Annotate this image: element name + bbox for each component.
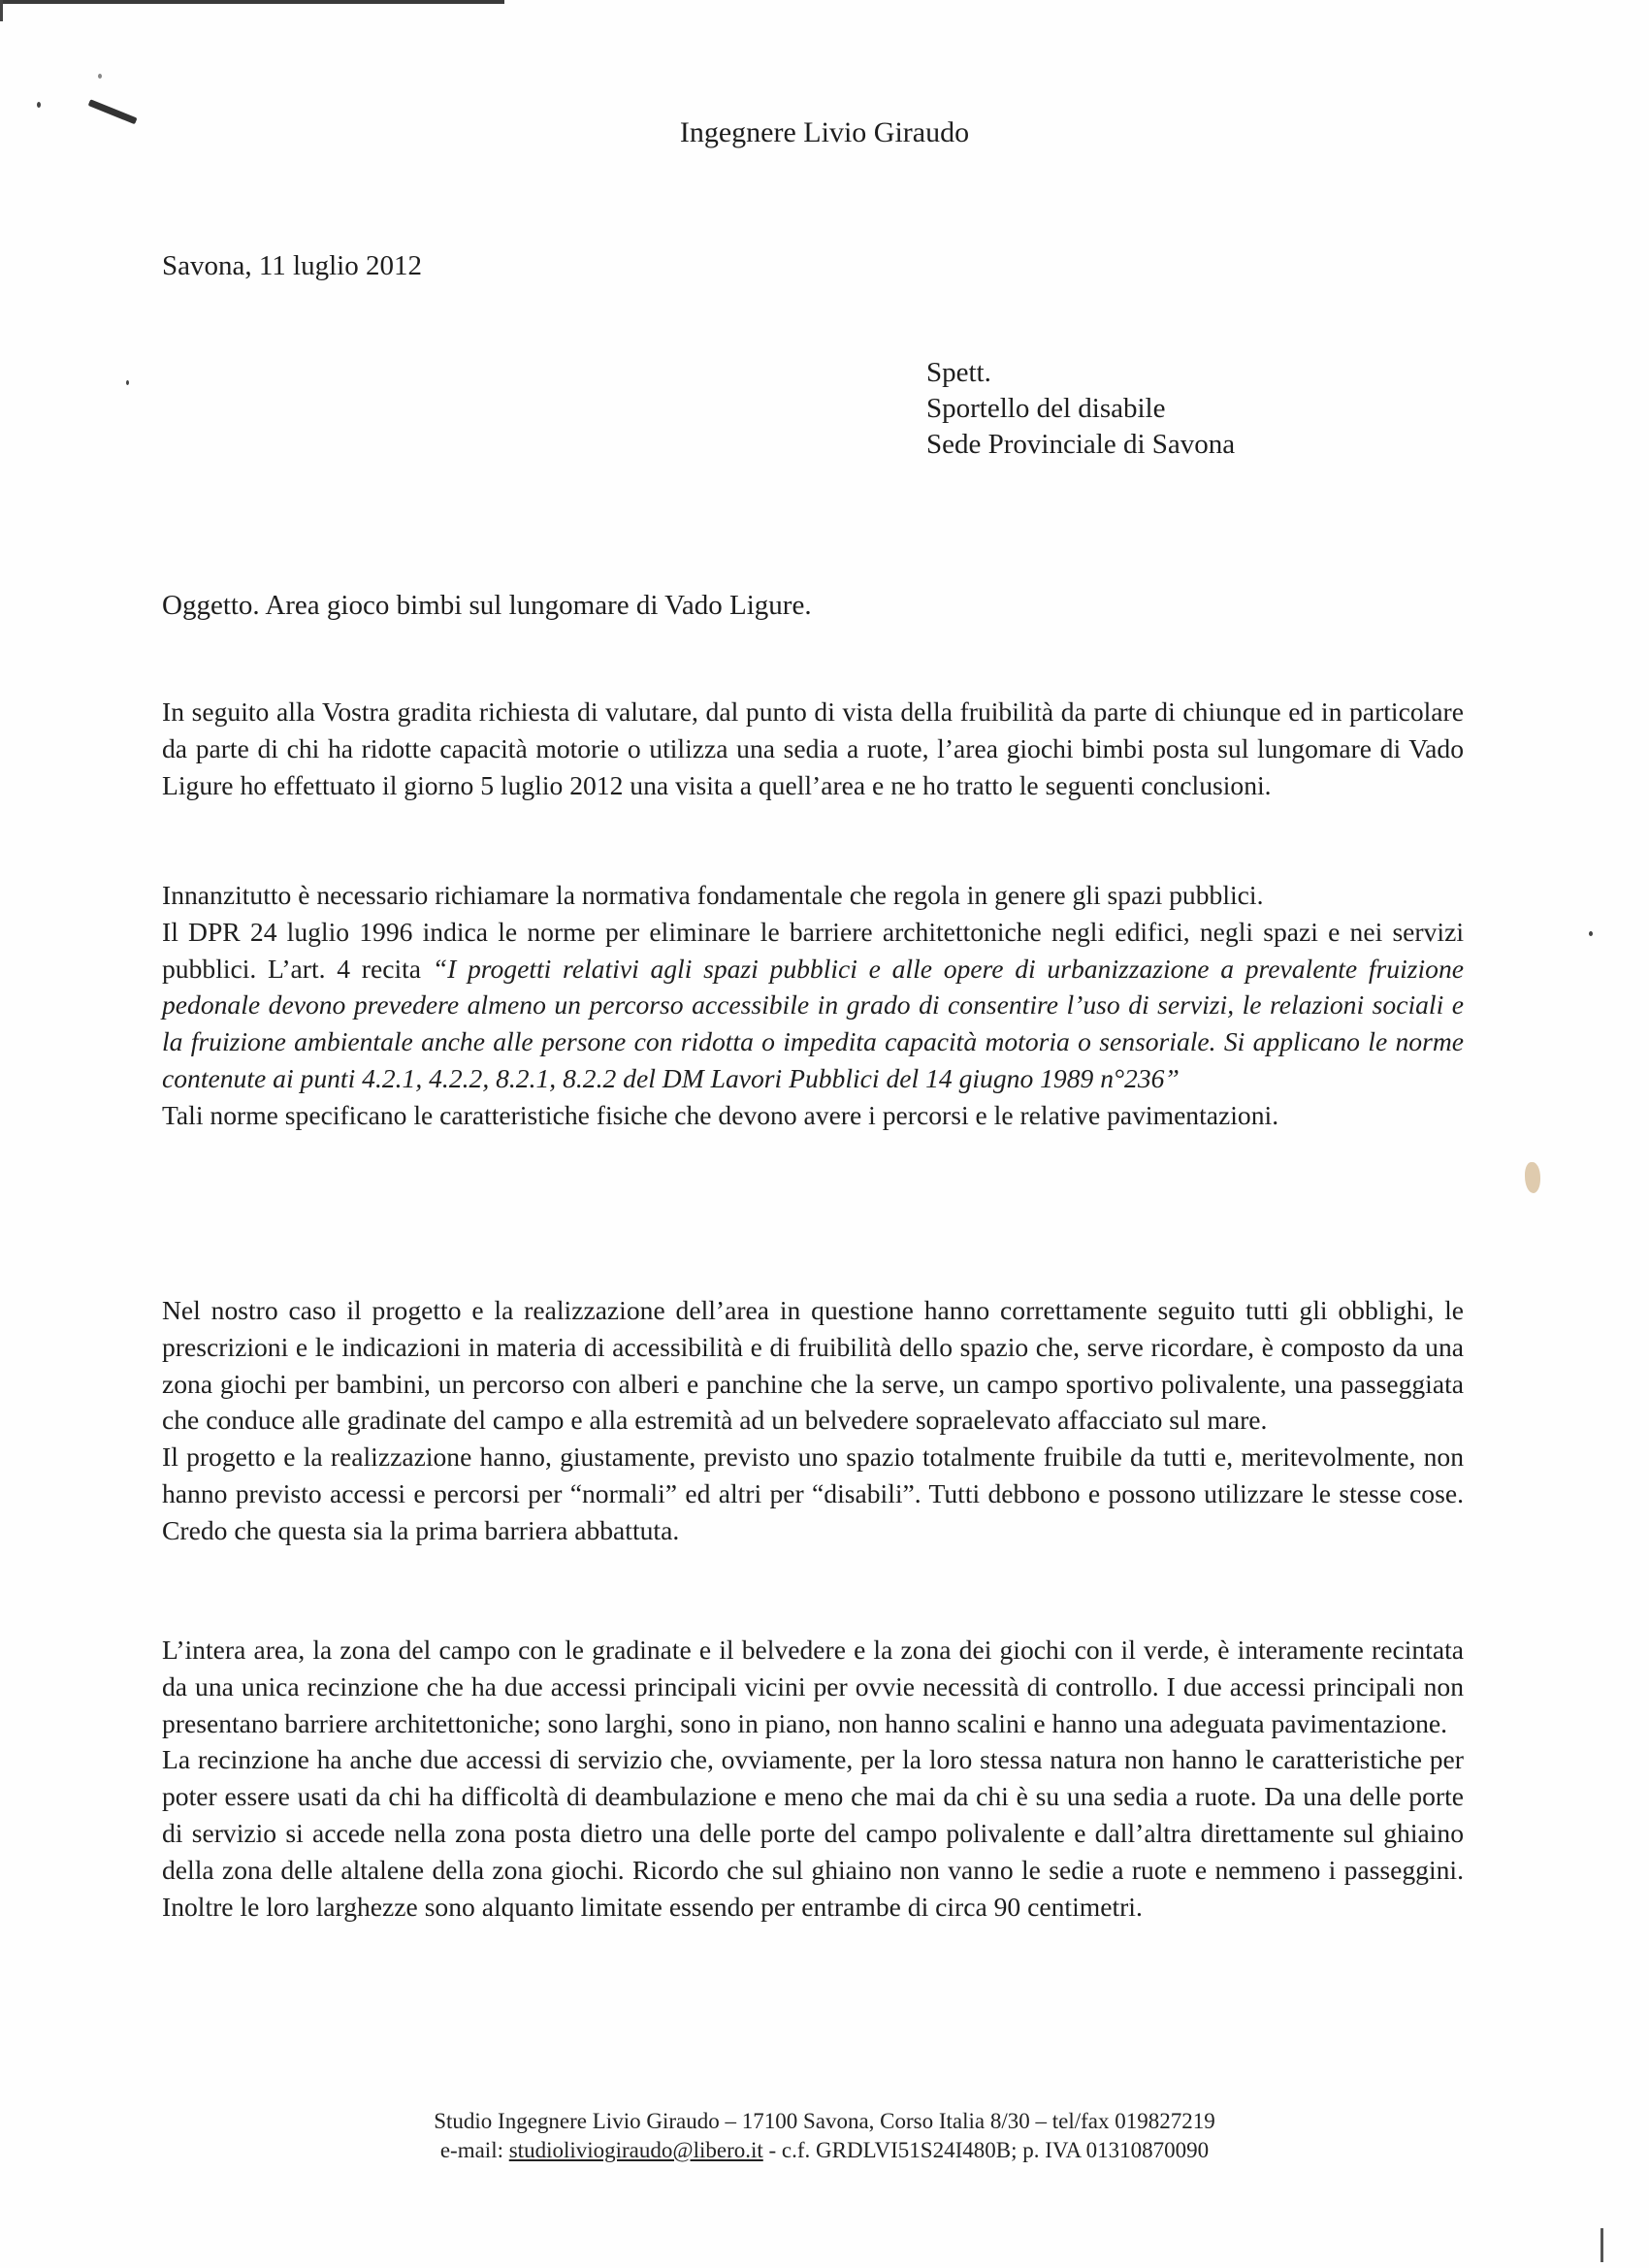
paragraph-text-with-quote — [162, 914, 1464, 1097]
footer-contact-line — [0, 2136, 1649, 2165]
law-quote: “I progetti relativi agli spazi pubblici e alle opere di urbanizzazione a prevalente fruizione pedonale devono prevedere almeno un percorso accessibile in grado di consentire l’uso di servizi, le relazioni sociali e la fruizione ambientale anche alle persone con ridotta o impedita capacità motoria o sensoriale. Si applicano le norme contenute ai punti 4.2.1, 4.2.2, 8.2.1, 8.2.2 del DM Lavori Pubblici del 14 giugno 1989 n°236” — [162, 953, 1464, 1093]
dpr-intro: Il DPR 24 luglio 1996 indica le norme per eliminare le barriere architettoniche negli edifici, negli spazi e nei servizi pubblici. L’art. 4 recita — [162, 916, 1464, 984]
paragraph-text: Innanzitutto è necessario richiamare la normativa fondamentale che regola in genere gli spazi pubblici. — [162, 880, 1264, 910]
paragraph-text: Nel nostro caso il progetto e la realizzazione dell’area in questione hanno correttamente seguito tutti gli obblighi, le prescrizioni e le indicazioni in materia di accessibilità e di fruibilità dello spazio che, serve ricordare, è composto da una zona giochi per bambini, un percorso con alberi e panchine che la serve, un campo sportivo polivalente, una passeggiata che conduce alle gradinate del campo e alla estremità ad un belvedere sopraelevato affacciato sul mare. — [162, 1295, 1464, 1436]
paragraph-text: La recinzione ha anche due accessi di servizio che, ovviamente, per la loro stessa natura non hanno le caratteristiche per poter essere usati da chi ha difficoltà di deambulazione e meno che mai da chi è su una sedia a ruote. Da una delle porte di servizio si accede nella zona posta dietro una delle porte del campo polivalente e dall’altra direttamente sul ghiaino della zona delle altalene della zona giochi. Ricordo che sul ghiaino non vanno le sedie a ruote e nemmeno i passeggini. Inoltre le loro larghezze sono alquanto limitate essendo per entrambe di circa 90 centimetri. — [162, 1744, 1464, 1922]
letterhead-title: Ingegnere Livio Giraudo — [679, 116, 970, 148]
footer-address-line: Studio Ingegnere Livio Giraudo – 17100 Savona, Corso Italia 8/30 – tel/fax 019827219 — [434, 2109, 1215, 2133]
scan-border-mark — [0, 0, 504, 4]
email-label: e-mail: — [439, 2138, 509, 2162]
letter-date: Savona, 11 luglio 2012 — [162, 250, 422, 281]
paragraph-text: L’intera area, la zona del campo con le gradinate e il belvedere e la zona dei giochi con il verde, è interamente recintata da una unica recinzione che ha due accessi principali vicini per ovvie necessità di controllo. I due accessi principali non presentano barriere architettoniche; sono larghi, sono in piano, non hanno scalini e hanno una adeguata pavimentazione. — [162, 1635, 1464, 1738]
recipient-line-2: Sede Provinciale di Savona — [926, 429, 1236, 460]
paragraph-3 — [162, 1292, 1464, 1549]
paragraph-text: In seguito alla Vostra gradita richiesta di valutare, dal punto di vista della fruibilità da parte di chiunque ed in particolare da parte di chi ha ridotte capacità motorie o utilizza una sedia a ruote, l’area giochi bimbi posta sul lungomare di Vado Ligure ho effettuato il giorno 5 luglio 2012 una visita a quell’area e ne ho tratto le seguenti conclusioni. — [162, 697, 1464, 800]
paragraph-1 — [162, 694, 1464, 803]
recipient-address — [926, 355, 1235, 463]
paragraph-text: Il progetto e la realizzazione hanno, giustamente, previsto uno spazio totalmente fruibile da tutti e, meritevolmente, non hanno previsto accessi e percorsi per “normali” ed altri per “disabili”. Tutti debbono e possono utilizzare le stesse cose. Credo che questa sia la prima barriera abbattuta. — [162, 1442, 1464, 1545]
ink-dot — [1589, 931, 1593, 936]
paragraph-2 — [162, 877, 1464, 1134]
scan-border-mark-left — [0, 0, 3, 21]
ink-dot — [98, 74, 102, 79]
ink-dot — [126, 380, 129, 385]
fiscal-info: - c.f. GRDLVI51S24I480B; p. IVA 01310870090 — [762, 2138, 1210, 2162]
paragraph-4 — [162, 1632, 1464, 1925]
ink-dot — [37, 102, 41, 108]
scan-edge-mark — [1600, 2228, 1603, 2262]
email-link[interactable]: studioliviogiraudo@libero.it — [508, 2138, 763, 2162]
paper-stain — [1525, 1162, 1540, 1193]
recipient-line-1: Sportello del disabile — [926, 393, 1166, 424]
recipient-salutation: Spett. — [926, 357, 991, 388]
letterhead-footer — [0, 2107, 1649, 2165]
letter-subject: Oggetto. Area gioco bimbi sul lungomare di Vado Ligure. — [162, 590, 812, 621]
paragraph-text: Tali norme specificano le caratteristiche fisiche che devono avere i percorsi e le relative pavimentazioni. — [162, 1099, 1279, 1130]
